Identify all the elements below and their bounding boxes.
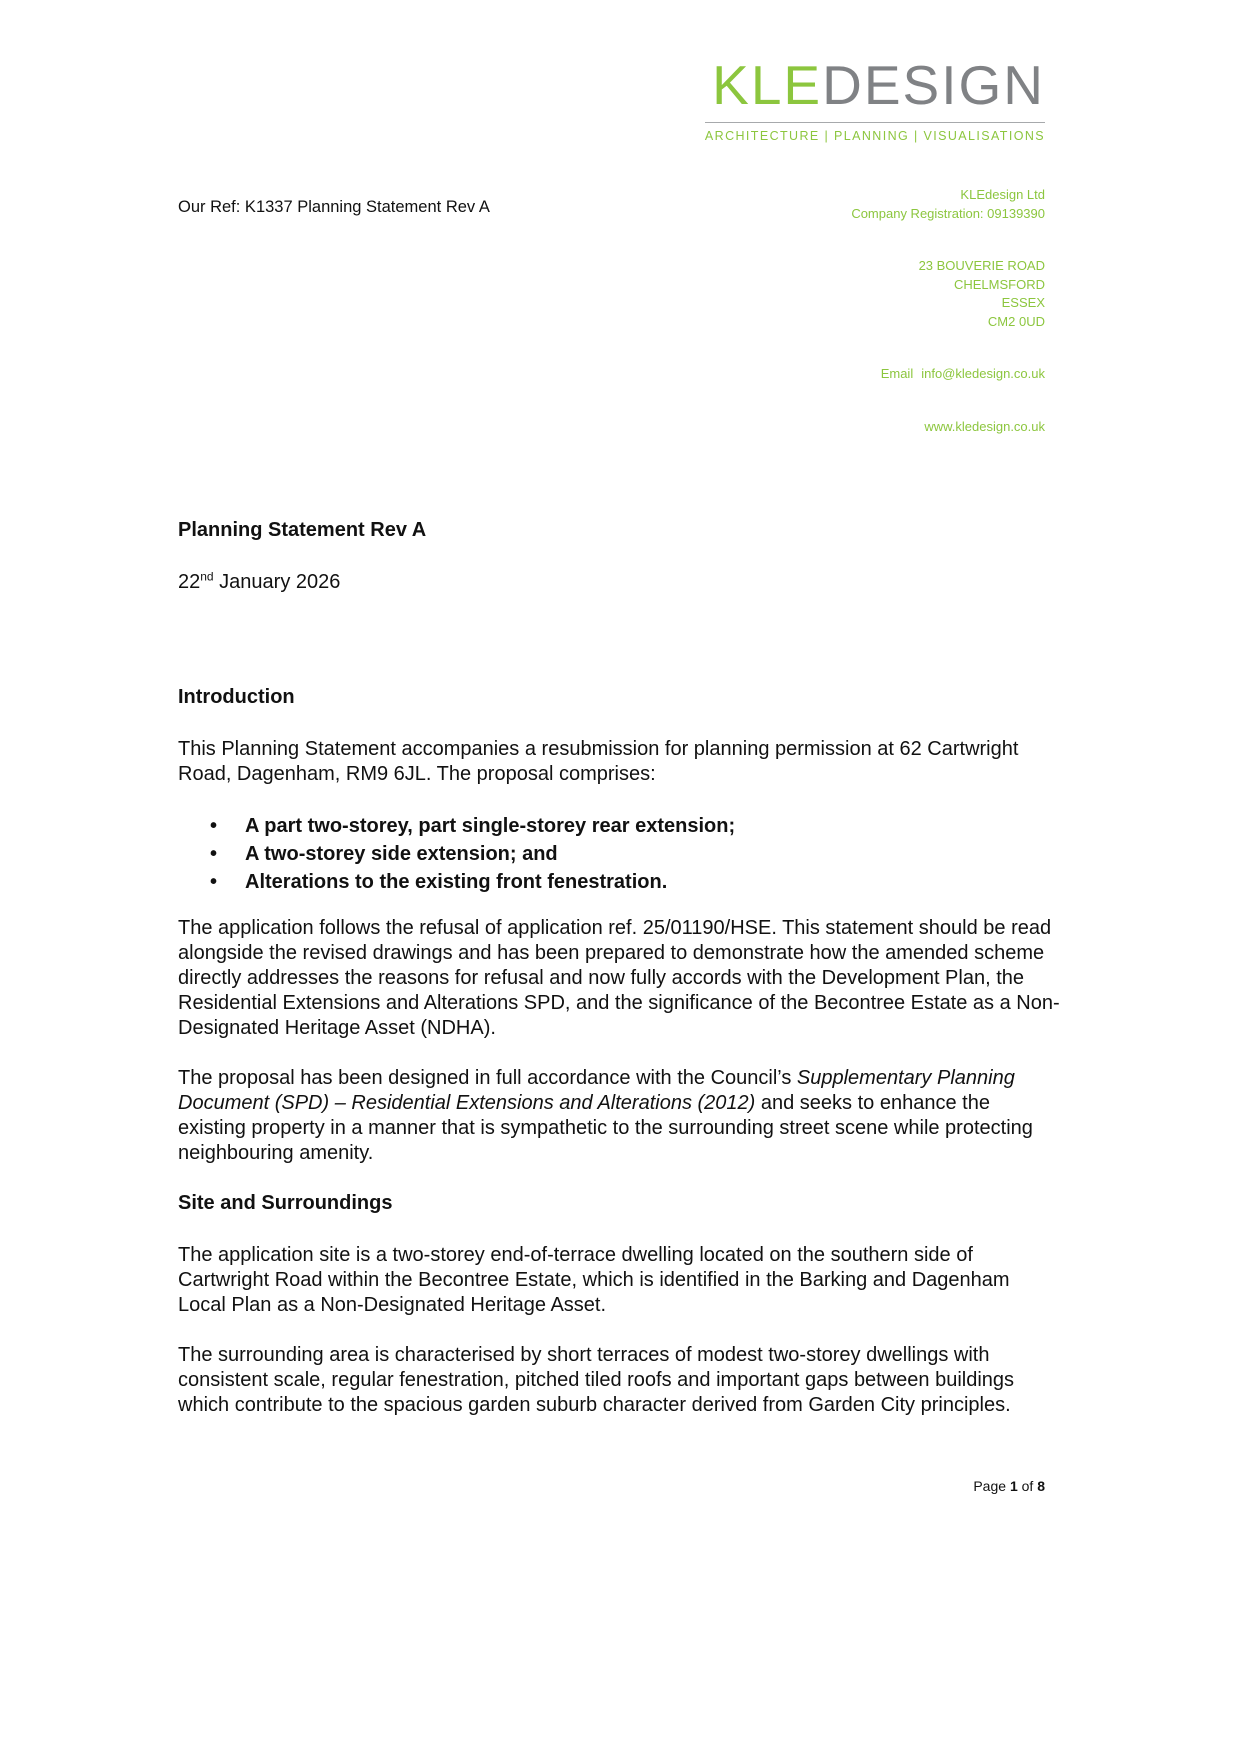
document-title: Planning Statement Rev A bbox=[178, 519, 427, 541]
section-heading-introduction: Introduction bbox=[178, 686, 295, 708]
page-current: 1 bbox=[1009, 1478, 1018, 1494]
website-url: www.kledesign.co.uk bbox=[924, 418, 1045, 434]
brand-wordmark bbox=[705, 54, 1045, 116]
paragraph-intro-3-post: and seeks to enhance the existing property in a manner that is sympathetic to the surrounding street scene while protecting neighbouring amenity. bbox=[178, 1092, 1033, 1164]
date-day: 22 bbox=[178, 571, 201, 593]
spd-document-title: Supplementary Planning Document (SPD) – Residential Extensions and Alterations (2012) bbox=[178, 1067, 1015, 1114]
contact-block bbox=[851, 186, 1045, 436]
address-line: CHELMSFORD bbox=[953, 276, 1045, 292]
logo-divider bbox=[705, 122, 1045, 123]
our-ref-label: Our Ref: K1337 Planning Statement Rev A bbox=[178, 198, 490, 216]
brand-name-design: DESIGN bbox=[822, 54, 1045, 116]
brand-name-kle: KLE bbox=[712, 54, 823, 116]
page-total: 8 bbox=[1037, 1478, 1045, 1494]
bullet-item: • A two-storey side extension; and bbox=[210, 840, 1062, 868]
document-date bbox=[178, 570, 1062, 595]
date-rest: January 2026 bbox=[213, 571, 341, 593]
date-ordinal: nd bbox=[200, 569, 214, 584]
company-registration: Company Registration: 09139390 bbox=[851, 205, 1045, 221]
page-label-mid: of bbox=[1017, 1478, 1038, 1494]
brand-tagline: ARCHITECTURE | PLANNING | VISUALISATIONS bbox=[704, 129, 1045, 143]
company-info bbox=[851, 186, 1045, 223]
bullet-item: • Alterations to the existing front fenestration. bbox=[210, 868, 1062, 896]
page-label-pre: Page bbox=[973, 1478, 1010, 1494]
bullet-list bbox=[178, 812, 1062, 896]
paragraph-intro-3 bbox=[178, 1066, 1062, 1166]
email-label: Email bbox=[880, 366, 914, 381]
website-line bbox=[851, 418, 1045, 437]
bullet-item: • A part two-storey, part single-storey rear extension; bbox=[210, 812, 1062, 840]
document-body bbox=[178, 518, 1062, 1443]
paragraph-site-2: The surrounding area is characterised by short terraces of modest two-storey dwellings with consistent scale, regular fenestration, pitched tiled roofs and important gaps between buildings which contribute to the spacious garden suburb character derived from Garden City principles. bbox=[178, 1344, 1015, 1416]
email-address: info@kledesign.co.uk bbox=[921, 366, 1045, 381]
paragraph-intro-3-pre: The proposal has been designed in full accordance with the Council’s bbox=[178, 1067, 797, 1089]
paragraph-intro-1: This Planning Statement accompanies a resubmission for planning permission at 62 Cartwright Road, Dagenham, RM9 6JL. The proposal comprises: bbox=[178, 738, 1019, 785]
paragraph-intro-2: The application follows the refusal of application ref. 25/01190/HSE. This statement should be read alongside the revised drawings and has been prepared to demonstrate how the amended scheme directly addresses the reasons for refusal and now fully accords with the Development Plan, the Residential Extensions and Alterations SPD, and the significance of the Becontree Estate as a Non-Designated Heritage Asset (NDHA). bbox=[178, 917, 1060, 1039]
address-line: CM2 0UD bbox=[987, 313, 1045, 329]
paragraph-site-1: The application site is a two-storey end-of-terrace dwelling located on the southern side of Cartwright Road within the Becontree Estate, which is identified in the Barking and Dagenham Local Plan as a Non-Designated Heritage Asset. bbox=[178, 1244, 1010, 1316]
company-address bbox=[851, 257, 1045, 331]
page-number bbox=[973, 1478, 1045, 1494]
email-line bbox=[851, 365, 1045, 384]
brand-logo bbox=[704, 54, 1045, 143]
company-name: KLEdesign Ltd bbox=[960, 187, 1045, 202]
address-line: 23 BOUVERIE ROAD bbox=[918, 258, 1045, 273]
section-heading-site-surroundings: Site and Surroundings bbox=[178, 1192, 393, 1214]
address-line: ESSEX bbox=[1001, 295, 1045, 310]
